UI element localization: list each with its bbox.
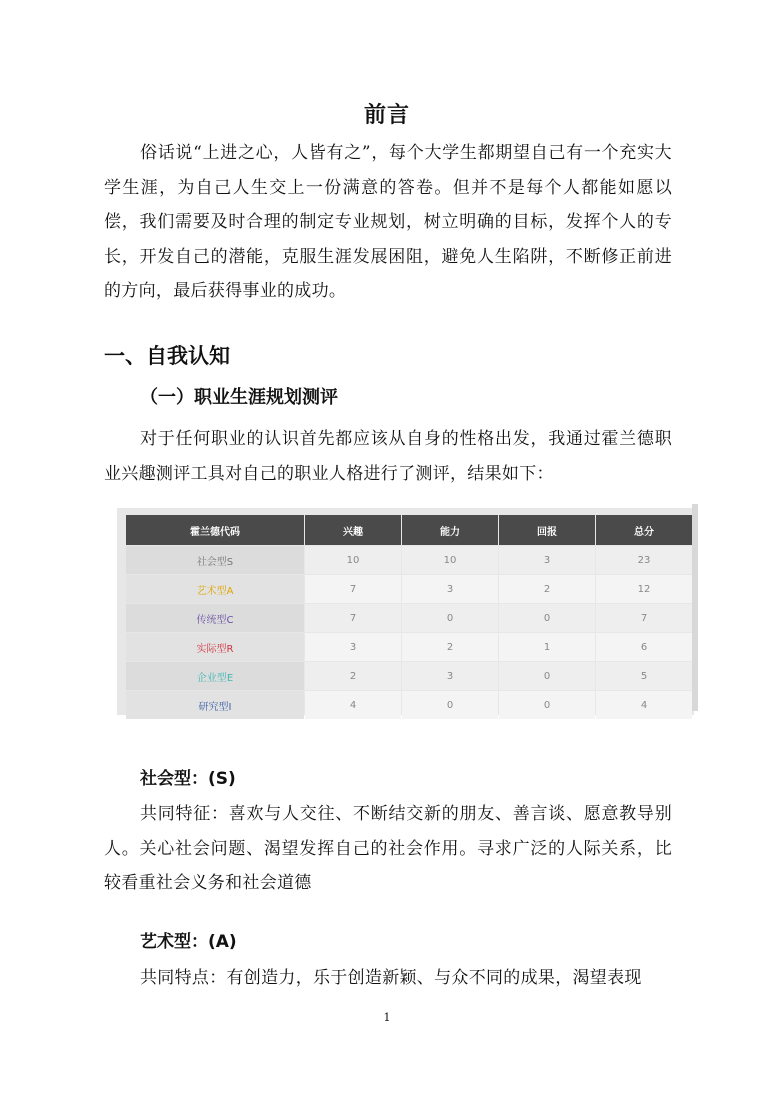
column-header: 霍兰德代码 [126,515,304,545]
score-cell: 4 [305,691,401,719]
score-cell: 2 [402,633,498,661]
score-cell: 6 [596,633,692,661]
holland-table-image [117,508,694,715]
social-type-paragraph [104,797,672,901]
score-cell: 10 [305,546,401,574]
preface-line: 实大学生涯，为自己人生交上一份满意的答卷。但并不是每个人都能如 [104,143,672,198]
subsection-heading-assessment: （一）职业生涯规划测评 [140,387,338,408]
holland-type-cell: 艺术型A [126,575,304,603]
intro-line: 对于任何职业的认识首先都应该从自身的性格出发，我通过霍兰德 [140,429,655,449]
score-cell: 0 [402,691,498,719]
column-header: 总分 [596,515,692,545]
column-header: 能力 [402,515,498,545]
table-header-row [126,515,692,545]
table-row [126,691,692,719]
art-line: 共同特点：有创造力，乐于创造新颖、与众不同的成果，渴望表现 [140,968,642,988]
holland-type-cell: 社会型S [126,546,304,574]
art-type-heading: 艺术型：(A) [140,932,237,952]
score-cell: 3 [402,662,498,690]
section-heading-self-awareness: 一、自我认知 [104,344,230,368]
table-row [126,662,692,690]
holland-type-cell: 企业型E [126,662,304,690]
score-cell: 2 [305,662,401,690]
social-type-heading: 社会型：(S) [140,769,236,789]
art-type-paragraph [104,961,672,996]
score-cell: 3 [305,633,401,661]
table-row [126,633,692,661]
holland-type-cell: 传统型C [126,604,304,632]
score-cell: 1 [499,633,595,661]
preface-paragraph [104,136,672,309]
score-cell: 0 [499,604,595,632]
column-header: 回报 [499,515,595,545]
score-cell: 0 [499,691,595,719]
preface-line: 修正前进的方向，最后获得事业的成功。 [104,246,672,301]
preface-line: 俗话说“上进之心，人皆有之”，每个大学生都期望自己有一个充 [140,143,637,163]
score-cell: 10 [402,546,498,574]
preface-line: 愿以偿，我们需要及时合理的制定专业规划，树立明确的目标，发挥个 [104,177,673,232]
column-header: 兴趣 [305,515,401,545]
score-cell: 7 [596,604,692,632]
page-number: 1 [383,1011,391,1024]
intro-paragraph [104,422,672,491]
score-cell: 12 [596,575,692,603]
score-cell: 0 [402,604,498,632]
score-cell: 3 [499,546,595,574]
social-line: 别人。关心社会问题、渴望发挥自己的社会作用。寻求广泛的人际关系， [104,804,672,859]
holland-code-table [125,514,693,720]
score-cell: 23 [596,546,692,574]
score-cell: 5 [596,662,692,690]
score-cell: 4 [596,691,692,719]
table-row [126,575,692,603]
table-row [126,546,692,574]
table-row [126,604,692,632]
social-line: 比较看重社会义务和社会道德 [104,838,672,893]
score-cell: 7 [305,604,401,632]
holland-type-cell: 研究型I [126,691,304,719]
preface-line: 人的专长，开发自己的潜能，克服生涯发展困阻，避免人生陷阱，不断 [104,212,673,267]
score-cell: 3 [402,575,498,603]
social-line: 共同特征：喜欢与人交往、不断结交新的朋友、善言谈、愿意教导 [140,804,655,824]
intro-line: 职业兴趣测评工具对自己的职业人格进行了测评，结果如下： [104,429,672,484]
score-cell: 7 [305,575,401,603]
page-title: 前言 [363,102,410,128]
score-cell: 2 [499,575,595,603]
score-cell: 0 [499,662,595,690]
holland-type-cell: 实际型R [126,633,304,661]
